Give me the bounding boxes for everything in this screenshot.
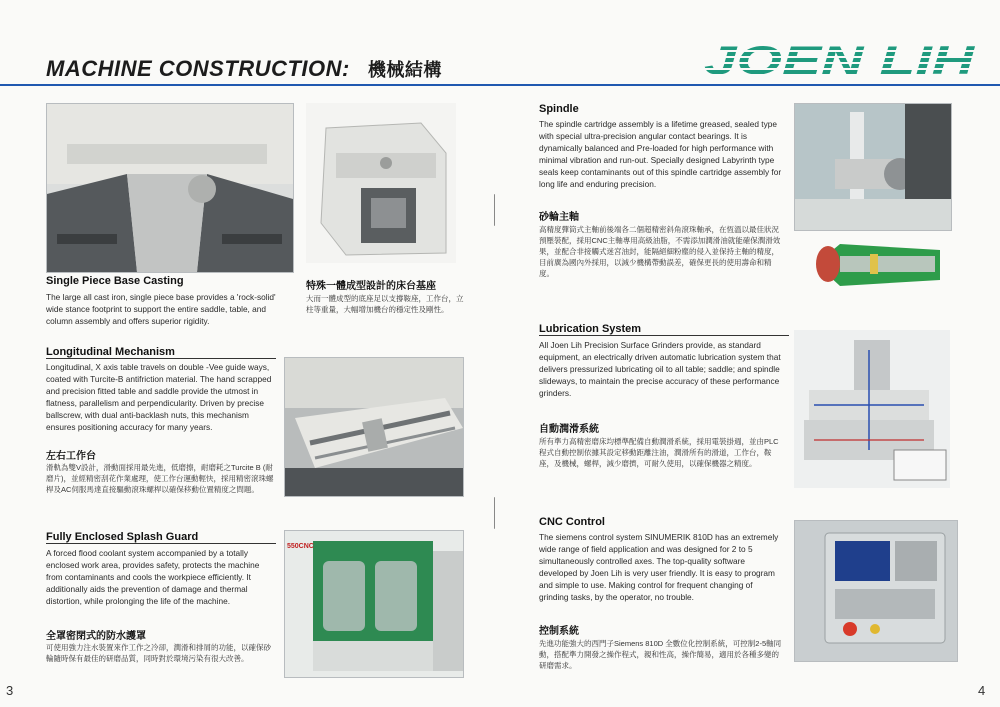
page-title: MACHINE CONSTRUCTION: 機械結構 [46,56,442,81]
page-title-zh: 機械結構 [367,60,442,80]
spindle-zh-title: 砂輪主軸 [539,212,579,223]
lubrication-zh-title: 自動潤滑系統 [539,424,599,435]
splash-guard-title: Fully Enclosed Splash Guard [46,531,276,544]
base-casting-text: The large all cast iron, single piece base provides a 'rock-solid' wide stance footprint to support the entire saddle, table, and column assembly and offers superior rigidity. [46,292,276,326]
longitudinal-zh-text: 滑軌為雙V設計，滑動面採用最先進，低磨擦，耐磨耗之Turcite B (耐磨片)，並經精密刮花作業處理，使工作台運動輕快，採用精密滾珠螺桿及AC伺服馬達直接驅動滾珠螺桿以確保移動位置精度之問題。 [46,463,274,494]
lubrication-diagram [794,330,950,488]
spindle-cutaway-photo [810,236,946,292]
base-casting-zh-title: 特殊一體成型設計的床台基座 [306,281,436,292]
brand-logo [700,40,978,80]
splash-guard-text: A forced flood coolant system accompanied by a totally enclosed work area, provides safety, protects the machine from contaminants and cools the workpiece efficiently. It additionally aids the prevention of damage and thermal distortion, while prolonging the life of the machine. [46,548,260,606]
page-number-left: 3 [6,683,14,698]
base-casting-zh-text: 大而一體成型的底座足以支撐鞍座，工作台，立柱等重量，大幅增加機台的穩定性及剛性。 [306,294,464,314]
splash-guard-photo [284,530,464,678]
longitudinal-photo [284,357,464,497]
splash-guard-zh-text: 可使用強力注水裝置來作工作之冷卻，潤滑和排屑的功能，以確保砂輪隨時保有最佳的研磨品質，同時對於環境污染有很大改善。 [46,643,271,663]
splash-guard-model-label: 550CNC [287,543,314,550]
longitudinal-text: Longitudinal, X axis table travels on double -Vee guide ways, coated with Turcite-B antifriction material. The hand scrapped and precision fitted table and saddle provide the utmost in flatness, parallelism and perpendicularity. Driven by precise ballscrew, with dual anti-backlash nuts, this mechanism ensures positioning accuracy for many years. [46,362,272,432]
cnc-text: The siemens control system SINUMERIK 810D has an extremely wide range of field application and was designed for 2 to 5 simultaneously controlled axes. The top-quality software developed by Joen Lih is very user friendly. It is easy to program and simple to use. Making control for frequent changing of grinding tasks, by the operator, no trouble. [539,532,779,602]
base-machine-photo [306,103,456,263]
cnc-zh-text: 先進功能強大的西門子Siemens 810D 全數位化控制系統，可控制2-5軸同動，搭配準力開發之操作程式，親和性高，操作簡易，適用於各種多變的研磨需求。 [539,639,782,670]
svg-text:JOEN LIH: JOEN LIH [704,40,976,80]
lubrication-zh-text: 所有準力高精密磨床均標準配備自動潤滑系統，採用電裝掛週，並由PLC程式自動控制依據其設定移動距離注油，潤滑所有的滑道，工作台，鞍座，及機械，螺桿，減少磨擠，可耐久使用，以確保機器之精度。 [539,437,779,468]
page-number-right: 4 [978,683,986,698]
spindle-photo [794,103,952,231]
spindle-zh-text: 高精度彈筒式主軸前後端各二個超精密斜角滾珠軸承，在恆溫以最佳狀況預壓裝配，採用CNC主軸專用高級油脂，不需添加潤滑油就能確保潤滑效果，並配合非接觸式迷宮油封，能隔絕細粉塵的侵入並保持主軸的精度，目前廣為國內外採用，以減少機構帶動誤差，確保更長的使用壽命和精度。 [539,225,781,278]
cnc-panel-photo [794,520,958,662]
spindle-title: Spindle [539,103,579,115]
longitudinal-zh-title: 左右工作台 [46,451,96,462]
lubrication-text: All Joen Lih Precision Surface Grinders provide, as standard equipment, an electrically driven automatic lubrication system that delivers pressurized lubricating oil to all table; saddle; and spindle slideways, to maintain the precise accuracy of these performance grinders. [539,340,781,398]
splash-guard-zh-title: 全罩密閉式的防水護罩 [46,631,146,642]
cnc-zh-title: 控制系統 [539,626,579,637]
longitudinal-title: Longitudinal Mechanism [46,346,276,359]
spine-mark [494,194,496,226]
base-casting-title: Single Piece Base Casting [46,275,184,287]
spindle-text: The spindle cartridge assembly is a lifetime greased, sealed type with special ultra-precision angular contact bearings. It is dynamically balanced and Pre-loaded for high performance with minimal vibration and run-out. Specially designed Labyrinth type seals keep contaminants out of this spindle cartridge assembly for long life and enduring precision. [539,119,782,189]
cnc-title: CNC Control [539,516,605,528]
lubrication-title: Lubrication System [539,323,789,336]
base-casting-photo [46,103,294,273]
header-rule [0,84,1000,86]
spine-mark [494,497,496,529]
